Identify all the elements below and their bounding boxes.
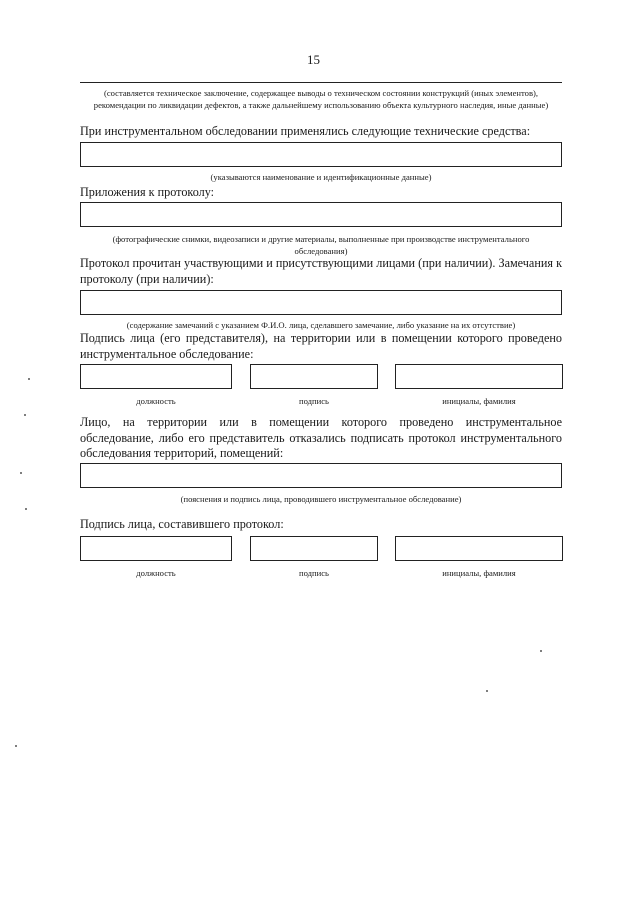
owner-name-caption: инициалы, фамилия — [442, 396, 516, 406]
scan-speck — [24, 414, 26, 416]
refusal-note: (пояснения и подпись лица, проводившего инструментальное обследование) — [180, 494, 462, 504]
compiler-signature-field[interactable] — [250, 536, 378, 561]
scan-speck — [20, 472, 22, 474]
instruments-label: При инструментальном обследовании применялись следующие технические средства: — [80, 124, 531, 138]
remarks-note: (содержание замечаний с указанием Ф.И.О. лица, сделавшего замечание, либо указание на их отсутствие) — [126, 320, 516, 330]
compiler-name-caption: инициалы, фамилия — [442, 568, 516, 578]
compiler-position-caption: должность — [136, 568, 176, 578]
owner-signature-caption: подпись — [299, 396, 329, 406]
page-number: 15 — [307, 52, 320, 67]
scan-speck — [28, 378, 30, 380]
refusal-label: Лицо, на территории или в помещении которого проведено инструментальное обследование, либо его представитель отказались подписать протокол инструментального обследования территорий, помещений: — [80, 415, 562, 461]
compiler-position-field[interactable] — [80, 536, 232, 561]
compiler-signature-caption: подпись — [299, 568, 329, 578]
compiler-signature-label: Подпись лица, составившего протокол: — [80, 517, 284, 531]
attachments-field[interactable] — [80, 202, 562, 227]
refusal-field[interactable] — [80, 463, 562, 488]
scan-speck — [540, 650, 542, 652]
instruments-field[interactable] — [80, 142, 562, 167]
instruments-note: (указываются наименование и идентификационные данные) — [210, 172, 432, 182]
attachments-note: (фотографические снимки, видеозаписи и другие материалы, выполненные при производстве инструментального обследования) — [112, 234, 530, 256]
owner-signature-label: Подпись лица (его представителя), на территории или в помещении которого проведено инструментальное обследование: — [80, 331, 562, 361]
owner-position-caption: должность — [136, 396, 176, 406]
compiler-name-field[interactable] — [395, 536, 563, 561]
scan-speck — [25, 508, 27, 510]
conclusion-note: (составляется техническое заключение, содержащее выводы о техническом состоянии конструкций (иных элементов), рекомендации по ликвидации дефектов, а также дальнейшему использованию объекта культурного наследия, иные данные) — [93, 88, 549, 110]
scan-speck — [486, 690, 488, 692]
remarks-field[interactable] — [80, 290, 562, 315]
owner-name-field[interactable] — [395, 364, 563, 389]
owner-position-field[interactable] — [80, 364, 232, 389]
remarks-label: Протокол прочитан участвующими и присутствующими лицами (при наличии). Замечания к протоколу (при наличии): — [80, 256, 562, 286]
owner-signature-field[interactable] — [250, 364, 378, 389]
scan-speck — [15, 745, 17, 747]
top-rule — [80, 82, 562, 83]
attachments-label: Приложения к протоколу: — [80, 185, 215, 199]
